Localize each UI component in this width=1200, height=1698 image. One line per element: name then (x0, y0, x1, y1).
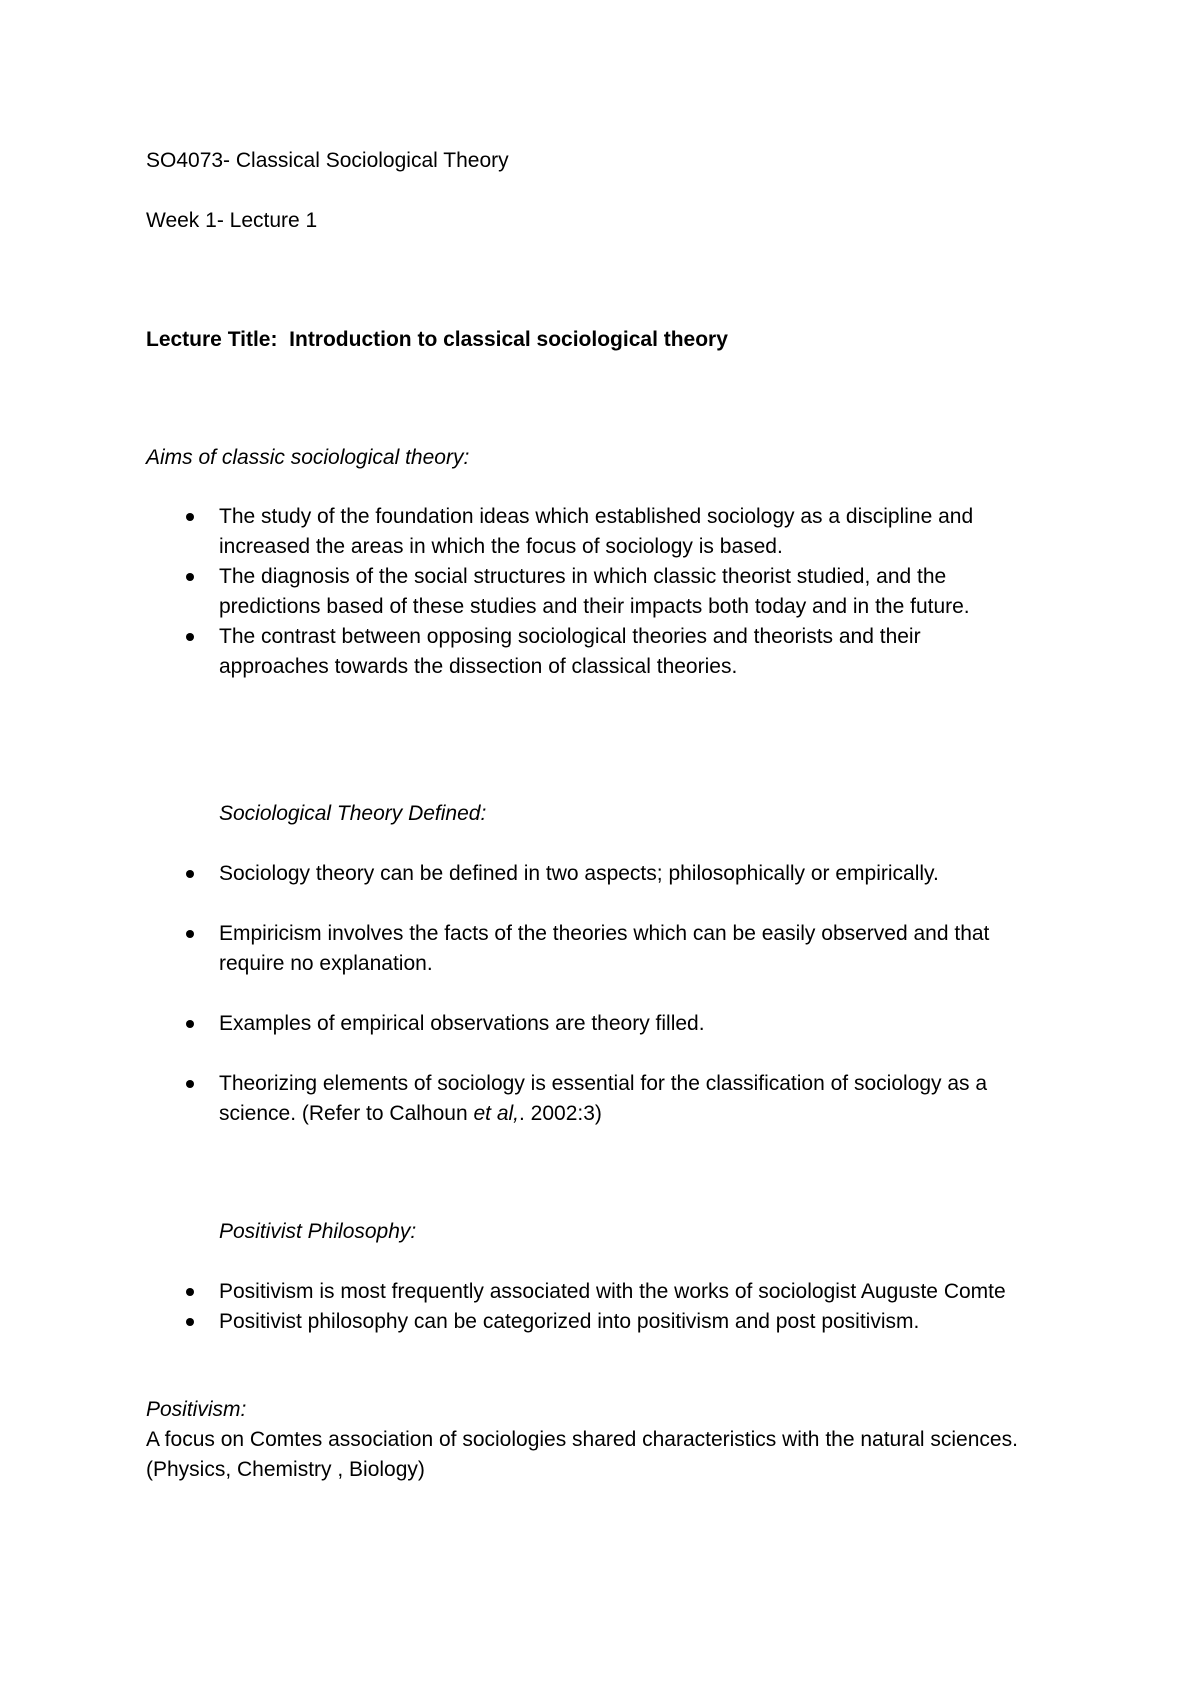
lecture-title-label: Lecture Title: (146, 328, 278, 351)
positivism-line-1: A focus on Comtes association of sociologies shared characteristics with the natural sciences. (146, 1428, 1018, 1451)
positivism-heading: Positivism: (146, 1398, 247, 1421)
bullet-icon (186, 1080, 194, 1088)
aims-heading: Aims of classic sociological theory: (146, 446, 470, 469)
list-item: The contrast between opposing sociological theories and theorists and their approaches towards the dissection of classical theories. (0, 622, 1099, 682)
lecture-title-text: Introduction to classical sociological theory (289, 328, 728, 351)
course-title: SO4073- Classical Sociological Theory (146, 149, 509, 172)
citation-et-al: et al, (473, 1102, 519, 1125)
list-item: Positivism is most frequently associated with the works of sociologist Auguste Comte (0, 1277, 1099, 1307)
list-item: The study of the foundation ideas which established sociology as a discipline and increased the areas in which the focus of sociology is based. (0, 502, 1099, 562)
bullet-icon (186, 1318, 194, 1326)
bullet-icon (186, 1288, 194, 1296)
list-item: Examples of empirical observations are theory filled. (0, 1009, 1099, 1039)
week-label: Week 1- Lecture 1 (146, 209, 318, 232)
aims-list (0, 502, 1200, 682)
positivist-heading: Positivist Philosophy: (219, 1220, 417, 1243)
bullet-icon (186, 930, 194, 938)
list-item: The diagnosis of the social structures in which classic theorist studied, and the predictions based of these studies and their impacts both today and in the future. (0, 562, 1099, 622)
bullet-icon (186, 870, 194, 878)
bullet-icon (186, 1020, 194, 1028)
list-item: Positivist philosophy can be categorized into positivism and post positivism. (0, 1307, 1099, 1337)
bullet-icon (186, 513, 194, 521)
bullet-icon (186, 573, 194, 581)
list-item: Sociology theory can be defined in two aspects; philosophically or empirically. (0, 859, 1099, 889)
positivism-line-2: (Physics, Chemistry , Biology) (146, 1458, 425, 1481)
defined-list (0, 859, 1200, 1159)
bullet-icon (186, 633, 194, 641)
positivist-list (0, 1277, 1200, 1337)
defined-heading: Sociological Theory Defined: (219, 802, 487, 825)
list-item: Empiricism involves the facts of the theories which can be easily observed and that require no explanation. (0, 919, 1099, 979)
lecture-title (146, 325, 728, 355)
list-item: Theorizing elements of sociology is essential for the classification of sociology as a science. (Refer to Calhoun et al,. 2002:3) (0, 1069, 1099, 1129)
